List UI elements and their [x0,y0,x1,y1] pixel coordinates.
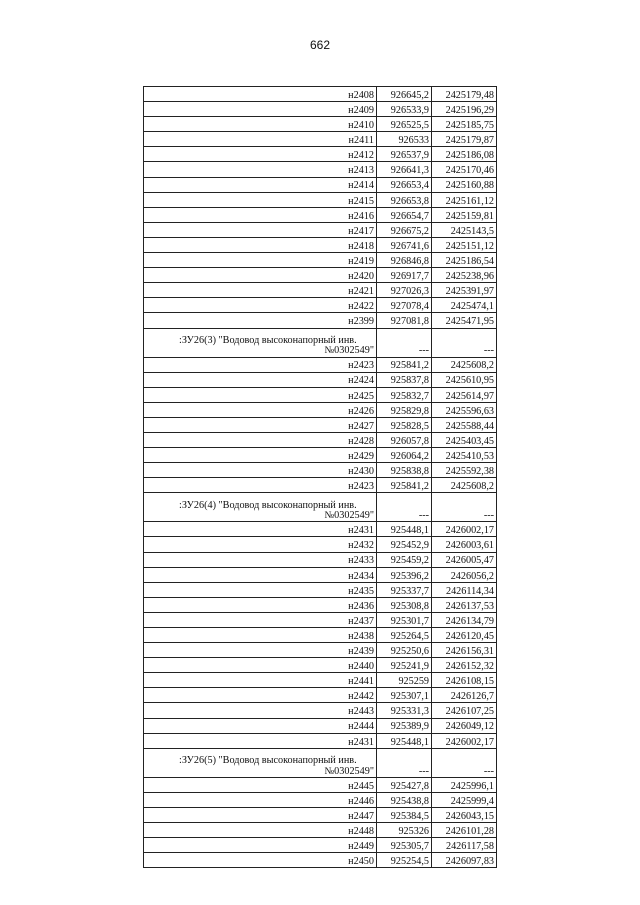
point-id-cell: н2435 [144,582,377,597]
table-row [144,537,497,552]
parcel-name-cell [144,493,377,522]
x-coordinate-cell: 926654,7 [377,207,432,222]
y-coordinate-cell: 2425143,5 [432,222,497,237]
x-coordinate-cell: 925384,5 [377,807,432,822]
y-coordinate-cell: 2425610,95 [432,372,497,387]
x-coordinate-cell: 926917,7 [377,268,432,283]
y-coordinate-cell: 2426107,25 [432,703,497,718]
table-row [144,87,497,102]
x-coordinate-cell: 925832,7 [377,387,432,402]
x-coordinate-cell: 925301,7 [377,612,432,627]
y-coordinate-cell: 2425196,29 [432,102,497,117]
x-coordinate-cell: 927078,4 [377,298,432,313]
table-row [144,253,497,268]
point-id-cell: н2412 [144,147,377,162]
y-coordinate-cell: 2426114,34 [432,582,497,597]
x-coordinate-cell: 926525,5 [377,117,432,132]
x-coordinate-cell: 925241,9 [377,658,432,673]
x-coordinate-cell: 925254,5 [377,853,432,868]
y-coordinate-cell: 2425186,08 [432,147,497,162]
table-row [144,417,497,432]
y-coordinate-cell: 2425403,45 [432,432,497,447]
table-row [144,733,497,748]
point-id-cell: н2430 [144,463,377,478]
x-coordinate-cell: 925250,6 [377,643,432,658]
table-row [144,703,497,718]
point-id-cell: н2436 [144,597,377,612]
table-row [144,807,497,822]
y-coordinate-cell: 2425474,1 [432,298,497,313]
x-coordinate-cell: 925389,9 [377,718,432,733]
y-coordinate-cell: 2425608,2 [432,478,497,493]
y-coordinate-cell: 2426137,53 [432,597,497,612]
point-id-cell: н2445 [144,777,377,792]
x-coordinate-cell: 925259 [377,673,432,688]
table-row [144,838,497,853]
table-row [144,147,497,162]
y-coordinate-cell: 2425238,96 [432,268,497,283]
point-id-cell: н2450 [144,853,377,868]
point-id-cell: н2427 [144,417,377,432]
point-id-cell: н2428 [144,432,377,447]
y-coordinate-cell: 2426126,7 [432,688,497,703]
table-row [144,268,497,283]
x-coordinate-cell: 926057,8 [377,432,432,447]
y-coordinate-cell: 2426005,47 [432,552,497,567]
table-row [144,102,497,117]
y-coordinate-cell: 2426002,17 [432,522,497,537]
x-coordinate-cell: --- [377,493,432,522]
y-coordinate-cell: 2425179,48 [432,87,497,102]
x-coordinate-cell: 925841,2 [377,478,432,493]
x-coordinate-cell: 925448,1 [377,522,432,537]
table-row [144,688,497,703]
x-coordinate-cell: 926675,2 [377,222,432,237]
table-row [144,448,497,463]
point-id-cell: н2448 [144,823,377,838]
y-coordinate-cell: 2426043,15 [432,807,497,822]
point-id-cell: н2438 [144,628,377,643]
y-coordinate-cell: 2425596,63 [432,402,497,417]
point-id-cell: н2419 [144,253,377,268]
x-coordinate-cell: 925307,1 [377,688,432,703]
x-coordinate-cell: 925459,2 [377,552,432,567]
x-coordinate-cell: 926064,2 [377,448,432,463]
y-coordinate-cell: 2425391,97 [432,283,497,298]
table-row [144,222,497,237]
table-row [144,567,497,582]
point-id-cell: н2433 [144,552,377,567]
x-coordinate-cell: 925448,1 [377,733,432,748]
table-row [144,207,497,222]
table-row [144,162,497,177]
table-row [144,612,497,627]
point-id-cell: н2423 [144,357,377,372]
y-coordinate-cell: 2426049,12 [432,718,497,733]
table-row [144,522,497,537]
y-coordinate-cell: 2425160,88 [432,177,497,192]
parcel-name-line2: №0302549" [324,345,374,357]
point-id-cell: н2411 [144,132,377,147]
point-id-cell: н2417 [144,222,377,237]
y-coordinate-cell: 2425996,1 [432,777,497,792]
x-coordinate-cell: 925841,2 [377,357,432,372]
y-coordinate-cell: --- [432,328,497,357]
point-id-cell: н2426 [144,402,377,417]
x-coordinate-cell: 926533 [377,132,432,147]
table-row [144,192,497,207]
y-coordinate-cell: 2425588,44 [432,417,497,432]
point-id-cell: н2399 [144,313,377,328]
y-coordinate-cell: 2426108,15 [432,673,497,688]
y-coordinate-cell: 2425186,54 [432,253,497,268]
table-row [144,718,497,733]
table-row [144,357,497,372]
x-coordinate-cell: 926846,8 [377,253,432,268]
table-row [144,402,497,417]
point-id-cell: н2415 [144,192,377,207]
x-coordinate-cell: 925326 [377,823,432,838]
parcel-name-line1: :ЗУ26(3) "Водовод высоконапорный инв. [179,335,357,347]
y-coordinate-cell: 2426134,79 [432,612,497,627]
table-row [144,658,497,673]
y-coordinate-cell: 2425185,75 [432,117,497,132]
x-coordinate-cell: 926645,2 [377,87,432,102]
x-coordinate-cell: --- [377,748,432,777]
parcel-header-row [144,493,497,522]
point-id-cell: н2423 [144,478,377,493]
parcel-name-line1: :ЗУ26(4) "Водовод высоконапорный инв. [179,499,357,511]
table-row [144,643,497,658]
point-id-cell: н2424 [144,372,377,387]
table-row [144,372,497,387]
parcel-header-row [144,748,497,777]
parcel-name-line2: №0302549" [324,765,374,777]
point-id-cell: н2432 [144,537,377,552]
x-coordinate-cell: 926653,4 [377,177,432,192]
table-row [144,628,497,643]
point-id-cell: н2420 [144,268,377,283]
point-id-cell: н2442 [144,688,377,703]
point-id-cell: н2444 [144,718,377,733]
x-coordinate-cell: 925331,3 [377,703,432,718]
y-coordinate-cell: 2425159,81 [432,207,497,222]
x-coordinate-cell: 925829,8 [377,402,432,417]
point-id-cell: н2446 [144,792,377,807]
x-coordinate-cell: 925438,8 [377,792,432,807]
y-coordinate-cell: 2425592,38 [432,463,497,478]
y-coordinate-cell: 2425608,2 [432,357,497,372]
y-coordinate-cell: 2426152,32 [432,658,497,673]
page-number: 662 [309,38,331,52]
table-row [144,117,497,132]
point-id-cell: н2416 [144,207,377,222]
point-id-cell: н2409 [144,102,377,117]
point-id-cell: н2439 [144,643,377,658]
y-coordinate-cell: 2426002,17 [432,733,497,748]
parcel-header-row [144,328,497,357]
table-row [144,237,497,252]
table-row [144,478,497,493]
y-coordinate-cell: 2425614,97 [432,387,497,402]
x-coordinate-cell: 927026,3 [377,283,432,298]
table-row [144,177,497,192]
point-id-cell: н2447 [144,807,377,822]
y-coordinate-cell: 2426003,61 [432,537,497,552]
parcel-name-line2: №0302549" [324,510,374,522]
point-id-cell: н2449 [144,838,377,853]
parcel-name-line1: :ЗУ26(5) "Водовод высоконапорный инв. [179,755,357,767]
table-row [144,823,497,838]
coordinates-table-body [144,87,497,868]
table-row [144,463,497,478]
table-row [144,132,497,147]
point-id-cell: н2418 [144,237,377,252]
point-id-cell: н2437 [144,612,377,627]
y-coordinate-cell: --- [432,493,497,522]
y-coordinate-cell: 2426097,83 [432,853,497,868]
table-row [144,597,497,612]
x-coordinate-cell: 925828,5 [377,417,432,432]
point-id-cell: н2434 [144,567,377,582]
y-coordinate-cell: 2425161,12 [432,192,497,207]
point-id-cell: н2441 [144,673,377,688]
table-row [144,432,497,447]
x-coordinate-cell: --- [377,328,432,357]
x-coordinate-cell: 925452,9 [377,537,432,552]
point-id-cell: н2440 [144,658,377,673]
y-coordinate-cell: 2425179,87 [432,132,497,147]
x-coordinate-cell: 926537,9 [377,147,432,162]
x-coordinate-cell: 927081,8 [377,313,432,328]
table-row [144,387,497,402]
x-coordinate-cell: 925427,8 [377,777,432,792]
table-row [144,853,497,868]
x-coordinate-cell: 925264,5 [377,628,432,643]
x-coordinate-cell: 926533,9 [377,102,432,117]
y-coordinate-cell: 2425999,4 [432,792,497,807]
point-id-cell: н2425 [144,387,377,402]
y-coordinate-cell: 2426156,31 [432,643,497,658]
x-coordinate-cell: 926653,8 [377,192,432,207]
table-row [144,673,497,688]
x-coordinate-cell: 925308,8 [377,597,432,612]
x-coordinate-cell: 925838,8 [377,463,432,478]
table-row [144,313,497,328]
y-coordinate-cell: --- [432,748,497,777]
table-row [144,552,497,567]
table-row [144,283,497,298]
point-id-cell: н2431 [144,522,377,537]
table-row [144,298,497,313]
y-coordinate-cell: 2426120,45 [432,628,497,643]
point-id-cell: н2410 [144,117,377,132]
point-id-cell: н2413 [144,162,377,177]
point-id-cell: н2443 [144,703,377,718]
point-id-cell: н2431 [144,733,377,748]
x-coordinate-cell: 925337,7 [377,582,432,597]
y-coordinate-cell: 2425170,46 [432,162,497,177]
coordinates-table [143,86,497,868]
point-id-cell: н2414 [144,177,377,192]
point-id-cell: н2421 [144,283,377,298]
parcel-name-cell [144,328,377,357]
x-coordinate-cell: 926641,3 [377,162,432,177]
y-coordinate-cell: 2425410,53 [432,448,497,463]
table-row [144,777,497,792]
point-id-cell: н2429 [144,448,377,463]
x-coordinate-cell: 926741,6 [377,237,432,252]
x-coordinate-cell: 925305,7 [377,838,432,853]
y-coordinate-cell: 2425151,12 [432,237,497,252]
x-coordinate-cell: 925837,8 [377,372,432,387]
y-coordinate-cell: 2426101,28 [432,823,497,838]
x-coordinate-cell: 925396,2 [377,567,432,582]
parcel-name-cell [144,748,377,777]
y-coordinate-cell: 2426056,2 [432,567,497,582]
point-id-cell: н2408 [144,87,377,102]
table-row [144,582,497,597]
point-id-cell: н2422 [144,298,377,313]
y-coordinate-cell: 2426117,58 [432,838,497,853]
y-coordinate-cell: 2425471,95 [432,313,497,328]
table-row [144,792,497,807]
